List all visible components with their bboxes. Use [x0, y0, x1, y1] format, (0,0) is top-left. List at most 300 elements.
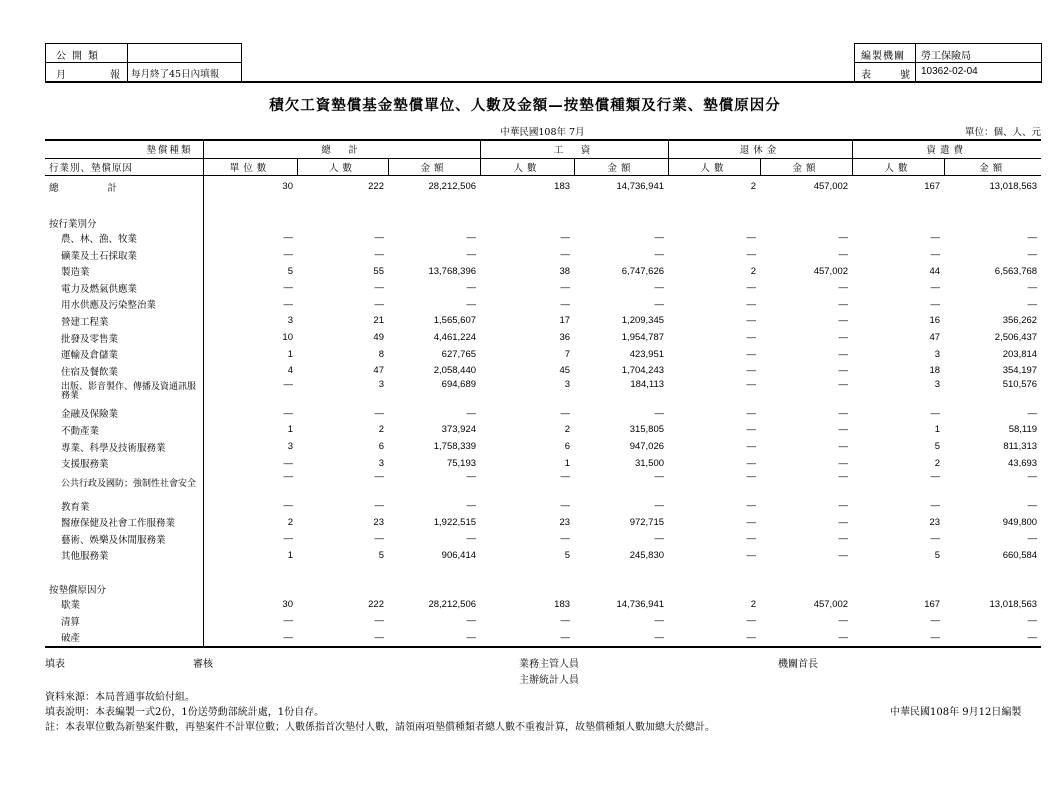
- table-cell: 167: [924, 181, 941, 193]
- row-label: 公共行政及國防；強制性社會安全: [61, 478, 197, 489]
- table-cell: —: [374, 282, 384, 294]
- sub-total-amount: 金額: [388, 158, 480, 176]
- table-row: [45, 230, 1041, 247]
- table-cell: 510,576: [1002, 379, 1038, 391]
- table-cell: 30: [203, 176, 297, 198]
- table-cell: 183: [554, 598, 571, 610]
- row-label: 住宿及餐飲業: [61, 366, 119, 378]
- table-cell: 47: [373, 365, 384, 377]
- table-cell: —: [374, 615, 384, 627]
- table-cell: 2: [564, 424, 571, 436]
- table-cell: 17: [559, 315, 571, 327]
- table-cell: —: [654, 282, 665, 294]
- table-cell: —: [466, 407, 477, 419]
- table-cell: —: [203, 246, 297, 263]
- table-cell: 6,563,768: [994, 265, 1038, 277]
- table-cell: 5: [378, 549, 384, 561]
- row-label: 支援服務業: [61, 459, 109, 471]
- row-label: 不動產業: [61, 425, 100, 437]
- table-cell: —: [466, 232, 477, 244]
- table-cell: 203,814: [1002, 348, 1038, 360]
- table-cell: [760, 198, 852, 230]
- table-cell: —: [746, 348, 757, 360]
- table-cell: —: [466, 282, 477, 294]
- table-row: [45, 629, 1041, 647]
- table-cell: 4,461,224: [433, 332, 477, 344]
- table-cell: —: [746, 533, 757, 545]
- table-cell: —: [930, 282, 941, 294]
- table-cell: 2: [934, 457, 941, 469]
- table-cell: 1: [203, 346, 297, 363]
- table-cell: 58,119: [1008, 424, 1038, 436]
- table-row: [45, 379, 1041, 405]
- table-cell: 7: [564, 348, 571, 360]
- note-compiled-date: 中華民國108年 9月12日編製: [890, 707, 1022, 718]
- row-label: 專業、科學及技術服務業: [61, 442, 166, 454]
- table-cell: 3: [203, 438, 297, 455]
- row-label: 破產: [45, 629, 203, 647]
- table-cell: [388, 564, 480, 596]
- table-cell: 1,565,607: [433, 315, 477, 327]
- table-cell: —: [930, 407, 941, 419]
- page-title: 積欠工資墊償基金墊償單位、人數及金額—按墊償種類及行業、墊償原因分: [269, 97, 781, 114]
- table-cell: —: [203, 455, 297, 472]
- table-cell: —: [466, 615, 477, 627]
- table-cell: —: [838, 424, 849, 436]
- table-cell: [944, 198, 1041, 230]
- table-cell: 660,584: [1002, 549, 1038, 561]
- row-label: 按墊償原因分: [49, 584, 107, 596]
- table-cell: 2,058,440: [433, 365, 477, 377]
- table-cell: 30: [203, 596, 297, 613]
- table-cell: 3: [203, 313, 297, 330]
- table-cell: [668, 564, 760, 596]
- table-row: [45, 514, 1041, 531]
- table-cell: —: [930, 500, 941, 512]
- monthly-label-a: 月: [56, 70, 66, 81]
- table-cell: 694,689: [441, 379, 477, 391]
- table-cell: 38: [559, 265, 571, 277]
- row-label: 出版、影音製作、傳播及資通訊服務業: [61, 382, 197, 402]
- table-cell: —: [746, 500, 757, 512]
- table-cell: —: [560, 533, 571, 545]
- table-number-value: 10362-02-04: [921, 66, 978, 77]
- table-cell: —: [930, 533, 941, 545]
- table-row: [45, 263, 1041, 280]
- table-cell: —: [560, 298, 571, 310]
- compiling-agency-label: 編製機關: [861, 51, 905, 62]
- row-label: 電力及燃氣供應業: [61, 283, 138, 295]
- table-cell: 949,800: [1002, 516, 1038, 528]
- table-cell: —: [944, 629, 1041, 647]
- group-wages: 工 資: [480, 140, 668, 158]
- header-left-divider-v: [127, 44, 128, 82]
- table-row: [45, 329, 1041, 346]
- table-cell: —: [654, 249, 665, 261]
- compiling-agency-value: 勞工保險局: [921, 51, 971, 62]
- table-cell: [668, 198, 760, 230]
- table-cell: —: [374, 249, 384, 261]
- table-cell: 55: [373, 265, 384, 277]
- table-cell: 36: [559, 332, 571, 344]
- table-cell: —: [746, 407, 757, 419]
- unit-label: 單位：個、人、元: [964, 127, 1041, 138]
- table-cell: [203, 564, 297, 596]
- table-cell: —: [930, 298, 941, 310]
- table-cell: 1,758,339: [433, 441, 477, 453]
- table-cell: 3: [934, 379, 941, 391]
- row-label: 製造業: [61, 267, 90, 279]
- table-cell: —: [203, 279, 297, 296]
- table-cell: 21: [373, 315, 384, 327]
- table-cell: 423,951: [629, 348, 665, 360]
- table-cell: —: [746, 365, 757, 377]
- corner-bottom: 行業別、墊償原因: [45, 158, 203, 176]
- table-cell: —: [838, 315, 849, 327]
- table-cell: 627,765: [441, 348, 477, 360]
- table-cell: 972,715: [629, 516, 665, 528]
- note-instructions: 填表說明：本表編製一式2份，1份送勞動部統計處，1份自存。: [45, 707, 325, 718]
- note-source: 資料來源：本局普通事故給付組。: [45, 692, 195, 703]
- table-cell: —: [203, 629, 297, 647]
- table-cell: —: [746, 282, 757, 294]
- table-cell: [480, 564, 574, 596]
- table-cell: —: [560, 249, 571, 261]
- table-cell: —: [838, 407, 849, 419]
- table-row: [45, 497, 1041, 514]
- sig-reviewer: 審核: [193, 659, 213, 670]
- table-row: [45, 438, 1041, 455]
- table-cell: —: [374, 298, 384, 310]
- table-cell: —: [838, 549, 849, 561]
- table-cell: 14,736,941: [616, 598, 665, 610]
- table-cell: —: [203, 612, 297, 629]
- table-cell: —: [1027, 249, 1038, 261]
- row-label: 批發及零售業: [61, 333, 119, 345]
- table-cell: 1,704,243: [621, 365, 665, 377]
- table-cell: —: [560, 282, 571, 294]
- sig-filler: 填表: [45, 659, 65, 670]
- table-cell: 373,924: [441, 424, 477, 436]
- table-cell: 183: [554, 181, 571, 193]
- table-cell: 2: [203, 514, 297, 531]
- table-cell: —: [374, 471, 384, 483]
- table-cell: 43,693: [1008, 457, 1038, 469]
- table-cell: —: [668, 629, 760, 647]
- table-cell: —: [746, 549, 757, 561]
- table-cell: 3: [564, 379, 571, 391]
- table-cell: —: [1027, 471, 1038, 483]
- table-cell: [388, 198, 480, 230]
- corner-top: 墊償種類: [45, 140, 203, 158]
- table-cell: —: [203, 497, 297, 514]
- table-cell: 315,805: [629, 424, 665, 436]
- table-cell: 1: [203, 547, 297, 564]
- table-row: [45, 612, 1041, 629]
- report-period: 中華民國108年 7月: [500, 127, 585, 138]
- table-cell: —: [838, 516, 849, 528]
- table-cell: [852, 564, 944, 596]
- table-cell: 75,193: [446, 457, 477, 469]
- table-row: [45, 596, 1041, 613]
- table-cell: —: [203, 379, 297, 405]
- table-cell: —: [852, 629, 944, 647]
- sub-severance-persons: 人數: [852, 158, 944, 176]
- sub-wages-persons: 人數: [480, 158, 574, 176]
- table-row: [45, 547, 1041, 564]
- table-cell: 10: [203, 329, 297, 346]
- table-cell: —: [374, 232, 384, 244]
- table-cell: —: [466, 471, 477, 483]
- table-cell: —: [838, 232, 849, 244]
- table-body: [45, 176, 1041, 647]
- table-cell: 28,212,506: [428, 598, 477, 610]
- table-cell: 18: [929, 365, 941, 377]
- row-label: 農、林、漁、牧業: [61, 233, 138, 245]
- note-footnote: 註：本表單位數為新墊案件數，再墊案件不計單位數；人數係指首次墊付人數，請領兩項墊償種類者總人數不重複計算，故墊償種類人數加總大於總計。: [45, 722, 715, 733]
- table-cell: [574, 564, 668, 596]
- table-cell: —: [746, 424, 757, 436]
- table-cell: 8: [378, 348, 384, 360]
- sub-units: 單位數: [203, 158, 297, 176]
- table-cell: —: [480, 629, 574, 647]
- table-cell: [203, 198, 297, 230]
- table-cell: —: [838, 471, 849, 483]
- table-cell: [297, 564, 388, 596]
- table-cell: 23: [929, 516, 941, 528]
- table-row: [45, 405, 1041, 422]
- sub-wages-amount: 金額: [574, 158, 668, 176]
- header-right-divider-h: [855, 62, 1041, 63]
- table-cell: —: [930, 232, 941, 244]
- table-cell: 457,002: [813, 181, 849, 193]
- row-label: 礦業及土石採取業: [61, 250, 138, 262]
- row-label: 歇業: [61, 600, 81, 612]
- table-row: [45, 313, 1041, 330]
- table-row: [45, 422, 1041, 439]
- table-row: [45, 296, 1041, 313]
- table-cell: 5: [564, 549, 571, 561]
- table-cell: —: [838, 500, 849, 512]
- table-row: [45, 564, 1041, 596]
- table-cell: [760, 564, 852, 596]
- table-cell: 5: [203, 263, 297, 280]
- table-cell: —: [746, 615, 757, 627]
- table-cell: [297, 198, 388, 230]
- table-cell: —: [654, 471, 665, 483]
- table-cell: —: [374, 533, 384, 545]
- row-label: 金融及保險業: [61, 409, 119, 421]
- table-cell: 906,414: [441, 549, 477, 561]
- sub-pension-amount: 金額: [760, 158, 852, 176]
- sig-stats-head: 主辦統計人員: [519, 675, 579, 686]
- row-label: 營建工程業: [61, 316, 109, 328]
- table-cell: 13,768,396: [428, 265, 477, 277]
- row-label: 教育業: [61, 501, 90, 513]
- row-label: 其他服務業: [61, 551, 109, 563]
- table-cell: 354,197: [1002, 365, 1038, 377]
- table-cell: —: [654, 298, 665, 310]
- header-left-divider-h: [46, 62, 241, 63]
- row-label: 醫療保健及社會工作服務業: [61, 518, 176, 530]
- table-cell: —: [838, 332, 849, 344]
- table-cell: —: [838, 282, 849, 294]
- table-cell: 28,212,506: [428, 181, 477, 193]
- table-row: [45, 471, 1041, 497]
- table-cell: 45: [559, 365, 571, 377]
- row-label: 藝術、娛樂及休閒服務業: [61, 534, 166, 546]
- table-cell: 1,954,787: [621, 332, 665, 344]
- table-cell: —: [297, 629, 388, 647]
- table-cell: 2: [750, 265, 757, 277]
- table-cell: 16: [929, 315, 941, 327]
- table-cell: —: [746, 232, 757, 244]
- table-cell: 2: [750, 181, 757, 193]
- table-row: [45, 531, 1041, 548]
- table-cell: —: [654, 407, 665, 419]
- table-cell: 184,113: [630, 379, 665, 391]
- table-cell: 6: [378, 441, 384, 453]
- header-separator: [45, 81, 1041, 83]
- table-cell: —: [466, 298, 477, 310]
- group-severance: 資遣費: [852, 140, 1041, 158]
- table-cell: —: [746, 471, 757, 483]
- table-cell: —: [746, 298, 757, 310]
- table-cell: —: [746, 457, 757, 469]
- table-cell: 23: [373, 516, 384, 528]
- table-row: [45, 176, 1041, 198]
- table-cell: 1: [934, 424, 941, 436]
- table-cell: —: [746, 379, 757, 391]
- table-cell: —: [203, 405, 297, 422]
- sub-pension-persons: 人數: [668, 158, 760, 176]
- table-cell: —: [1027, 407, 1038, 419]
- table-cell: [480, 198, 574, 230]
- table-cell: 1: [203, 422, 297, 439]
- header-right-divider-v: [915, 44, 916, 82]
- monthly-label-b: 報: [110, 70, 120, 81]
- table-cell: 23: [559, 516, 571, 528]
- table-row: [45, 455, 1041, 472]
- table-number-label-b: 號: [900, 70, 910, 81]
- public-class-label: 公開類: [56, 51, 104, 62]
- table-cell: 167: [924, 598, 941, 610]
- table-cell: 5: [934, 441, 941, 453]
- table-cell: [852, 198, 944, 230]
- table-cell: 14,736,941: [616, 181, 665, 193]
- group-total: 總 計: [203, 140, 480, 158]
- table-cell: 3: [378, 457, 384, 469]
- table-cell: 2: [378, 424, 384, 436]
- row-label: 用水供應及污染整治業: [61, 300, 157, 312]
- table-cell: —: [203, 471, 297, 497]
- row-label: 總 計: [49, 182, 128, 194]
- table-cell: —: [930, 249, 941, 261]
- table-cell: —: [654, 533, 665, 545]
- table-row: [45, 279, 1041, 296]
- table-cell: —: [930, 471, 941, 483]
- table-cell: 1,922,515: [433, 516, 477, 528]
- table-cell: 3: [378, 379, 384, 391]
- table-cell: 44: [929, 265, 941, 277]
- table-cell: —: [203, 296, 297, 313]
- table-cell: 457,002: [813, 265, 849, 277]
- table-cell: —: [560, 615, 571, 627]
- table-number-label-a: 表: [861, 70, 871, 81]
- table-cell: —: [838, 249, 849, 261]
- table-cell: 6: [564, 441, 571, 453]
- table-cell: 6,747,626: [621, 265, 665, 277]
- table-cell: —: [838, 457, 849, 469]
- table-cell: —: [1027, 615, 1038, 627]
- table-cell: —: [574, 629, 668, 647]
- table-cell: [944, 564, 1041, 596]
- table-cell: 245,830: [629, 549, 665, 561]
- table-cell: [574, 198, 668, 230]
- table-cell: —: [203, 531, 297, 548]
- table-cell: 4: [203, 362, 297, 379]
- sub-total-persons: 人數: [297, 158, 388, 176]
- table-cell: —: [746, 441, 757, 453]
- table-cell: —: [1027, 232, 1038, 244]
- table-cell: —: [1027, 298, 1038, 310]
- table-cell: —: [560, 407, 571, 419]
- table-cell: 356,262: [1002, 315, 1038, 327]
- table-cell: —: [466, 533, 477, 545]
- row-label: 清算: [61, 616, 81, 628]
- table-cell: 47: [929, 332, 941, 344]
- table-cell: —: [838, 298, 849, 310]
- table-cell: —: [1027, 282, 1038, 294]
- table-cell: 2: [750, 598, 757, 610]
- table-row: [45, 362, 1041, 379]
- report-deadline-text: 每月終了45日內填報: [131, 69, 220, 80]
- table-cell: —: [838, 615, 849, 627]
- table-cell: —: [374, 500, 384, 512]
- table-cell: —: [560, 471, 571, 483]
- table-cell: 1,209,345: [621, 315, 665, 327]
- table-cell: —: [838, 348, 849, 360]
- sig-agency-head: 機關首長: [778, 659, 818, 670]
- table-cell: 947,026: [629, 441, 665, 453]
- table-cell: 49: [373, 332, 384, 344]
- table-cell: 811,313: [1003, 441, 1038, 453]
- table-cell: —: [654, 615, 665, 627]
- table-cell: —: [930, 615, 941, 627]
- table-cell: 13,018,563: [989, 181, 1038, 193]
- group-pension: 退休金: [668, 140, 852, 158]
- table-cell: —: [746, 249, 757, 261]
- table-row: [45, 198, 1041, 230]
- table-cell: 3: [934, 348, 941, 360]
- table-cell: —: [1027, 500, 1038, 512]
- table-cell: 5: [934, 549, 941, 561]
- table-row: [45, 246, 1041, 263]
- table-cell: —: [466, 500, 477, 512]
- header-right-box: [854, 43, 1042, 83]
- table-cell: —: [746, 516, 757, 528]
- row-label: 運輸及倉儲業: [61, 350, 119, 362]
- sig-business-head: 業務主管人員: [519, 659, 579, 670]
- table-cell: 1: [564, 457, 571, 469]
- table-cell: 222: [368, 181, 384, 193]
- table-cell: 31,500: [634, 457, 665, 469]
- main-data-table: [45, 139, 1041, 648]
- table-cell: 13,018,563: [989, 598, 1038, 610]
- table-cell: 457,002: [813, 598, 849, 610]
- sub-severance-amount: 金額: [944, 158, 1041, 176]
- table-cell: —: [203, 230, 297, 247]
